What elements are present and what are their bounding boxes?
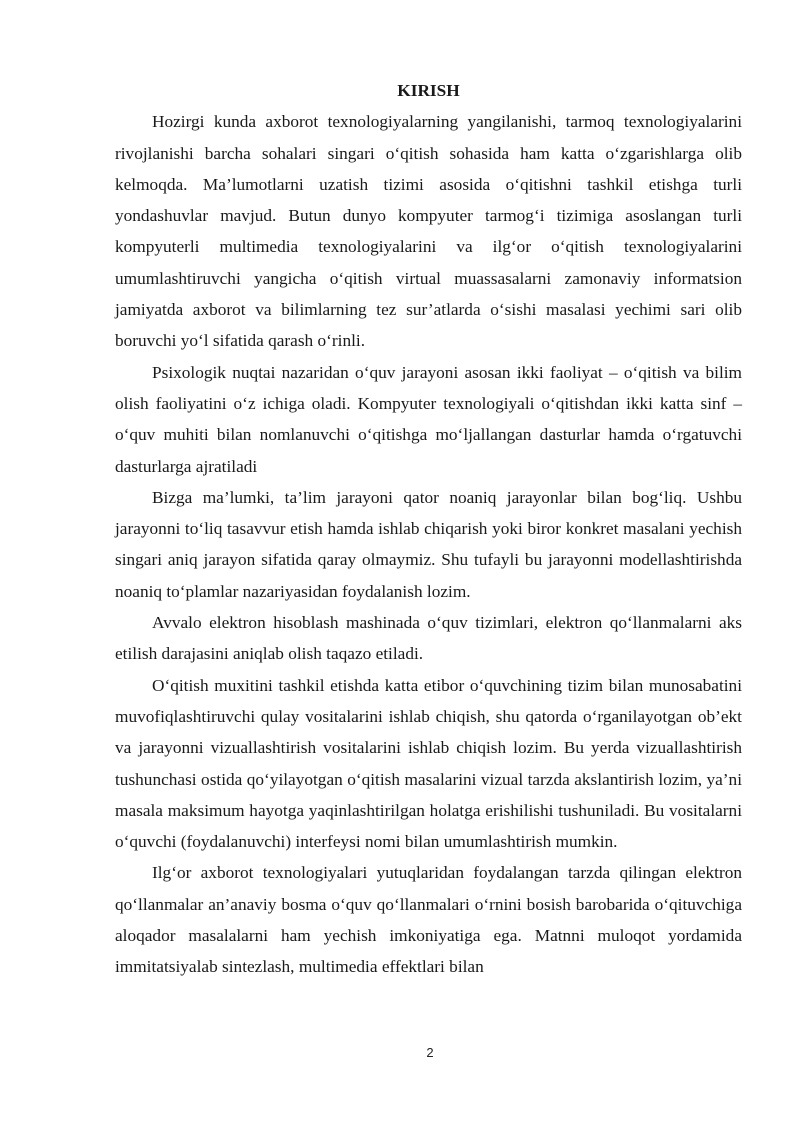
paragraph-1: Hozirgi kunda axborot texnologiyalarning yangilanishi, tarmoq texnologiyalarini rivojlanishi barcha sohalari singari o‘qitish sohasida ham katta o‘zgarishlarga olib kelmoqda. Ma’lumotlarni uzatish tizimi asosida o‘qitishni tashkil etishga turli yondashuvlar mavjud. Butun dunyo kompyuter tarmog‘i tizimiga asoslangan turli kompyuterli multimedia texnologiyalarini va ilg‘or o‘qitish texnologiyalarini umumlashtiruvchi yangicha o‘qitish virtual muassasalarni zamonaviy informatsion jamiyatda axborot va bilimlarning tez sur’atlarda o‘sishi masalasi yechimi sari olib boruvchi yo‘l sifatida qarash o‘rinli. xyxy=(115,112,742,351)
paragraph-2: Psixologik nuqtai nazaridan o‘quv jarayoni asosan ikki faoliyat – o‘qitish va bilim olish faoliyatini o‘z ichiga oladi. Kompyuter texnologiyali o‘qitishdan ikki katta sinf – o‘quv muhiti bilan nomlanuvchi o‘qitishga mo‘ljallangan dasturlar hamda o‘rgatuvchi dasturlarga ajratiladi xyxy=(115,362,742,476)
document-body xyxy=(115,75,742,983)
page-number: 2 xyxy=(426,1045,434,1060)
paragraph-4: Avvalo elektron hisoblash mashinada o‘quv tizimlari, elektron qo‘llanmalarni aks etilish darajasini aniqlab olish taqazo etiladi. xyxy=(115,613,742,664)
paragraph-3: Bizga ma’lumki, ta’lim jarayoni qator noaniq jarayonlar bilan bog‘liq. Ushbu jarayonni to‘liq tasavvur etish hamda ishlab chiqarish yoki biror konkret masalani yechish singari aniq jarayon sifatida qaray olmaymiz. Shu tufayli bu jarayonni modellashtirishda noaniq to‘plamlar nazariyasidan foydalanish lozim. xyxy=(115,487,742,601)
paragraph-6: Ilg‘or axborot texnologiyalari yutuqlaridan foydalangan tarzda qilingan elektron qo‘llanmalar an’anaviy bosma o‘quv qo‘llanmalari o‘rnini bosish barobarida o‘qituvchiga aloqador masalalarni ham yechish imkoniyatiga ega. Matnni muloqot yordamida immitatsiyalab sintezlash, multimedia effektlari bilan xyxy=(115,863,742,977)
page-title: KIRISH xyxy=(397,81,460,100)
paragraph-5: O‘qitish muxitini tashkil etishda katta etibor o‘quvchining tizim bilan munosabatini muvofiqlashtiruvchi qulay vositalarini ishlab chiqish, shu qatorda o‘rganilayotgan ob’ekt va jarayonni vizuallashtirish vositalarini ishlab chiqish lozim. Bu yerda vizuallashtirish tushunchasi ostida qo‘yilayotgan o‘qitish masalarini vizual tarzda akslantirish lozim, ya’ni masala maksimum hayotga yaqinlashtirilgan holatga erishilishi tushuniladi. Bu vositalarni o‘quvchi (foydalanuvchi) interfeysi nomi bilan umumlashtirish mumkin. xyxy=(115,675,742,852)
